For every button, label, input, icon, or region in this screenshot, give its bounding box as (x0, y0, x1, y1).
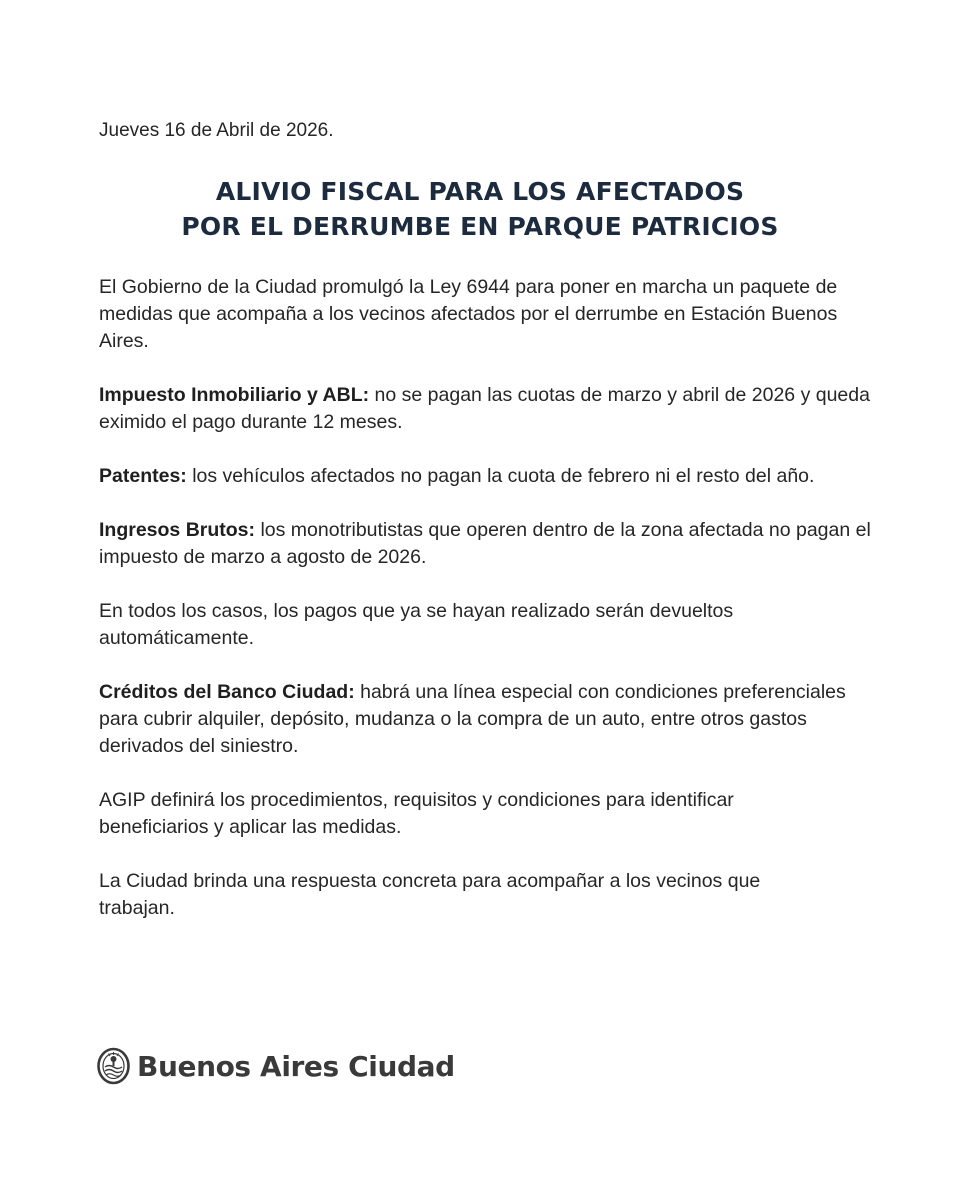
paragraph-text: En todos los casos, los pagos que ya se hayan realizado serán devueltos automáticamente. (99, 600, 734, 649)
paragraph-agip (99, 787, 844, 841)
headline-line-2: POR EL DERRUMBE EN PARQUE PATRICIOS (181, 212, 779, 241)
publication-date: Jueves 16 de Abril de 2026. (99, 120, 334, 141)
paragraph-text: El Gobierno de la Ciudad promulgó la Ley 6944 para poner en marcha un paquete de medidas que acompaña a los vecinos afectados por el derrumbe en Estación Buenos Aires. (99, 276, 838, 352)
headline (0, 174, 960, 244)
paragraph-label: Ingresos Brutos: (99, 519, 256, 541)
paragraph-label: Créditos del Banco Ciudad: (99, 681, 355, 703)
paragraph-text: AGIP definirá los procedimientos, requisitos y condiciones para identificar beneficiarios y aplicar las medidas. (99, 789, 734, 838)
paragraph-text: habrá una línea especial con condiciones preferenciales para cubrir alquiler, depósito, mudanza o la compra de un auto, entre otros gastos derivados del siniestro. (99, 681, 846, 757)
paragraph-intro (99, 274, 889, 355)
article-body (99, 274, 889, 949)
paragraph-creditos-banco (99, 679, 889, 760)
brand-footer (97, 1045, 455, 1087)
paragraph-text: La Ciudad brinda una respuesta concreta para acompañar a los vecinos que trabajan. (99, 870, 761, 919)
paragraph-label: Patentes: (99, 465, 187, 487)
paragraph-impuesto-inmobiliario (99, 382, 889, 436)
paragraph-text: los monotributistas que operen dentro de la zona afectada no pagan el impuesto de marzo a agosto de 2026. (99, 519, 871, 568)
city-seal-icon (97, 1047, 130, 1085)
headline-line-1: ALIVIO FISCAL PARA LOS AFECTADOS (215, 177, 745, 206)
paragraph-ingresos-brutos (99, 517, 889, 571)
paragraph-text: no se pagan las cuotas de marzo y abril de 2026 y queda eximido el pago durante 12 meses. (99, 384, 870, 433)
paragraph-patentes (99, 463, 889, 490)
paragraph-label: Impuesto Inmobiliario y ABL: (99, 384, 370, 406)
paragraph-devoluciones (99, 598, 829, 652)
paragraph-text: los vehículos afectados no pagan la cuota de febrero ni el resto del año. (186, 465, 815, 487)
brand-wordmark: Buenos Aires Ciudad (137, 1049, 455, 1083)
paragraph-closing (99, 868, 789, 922)
